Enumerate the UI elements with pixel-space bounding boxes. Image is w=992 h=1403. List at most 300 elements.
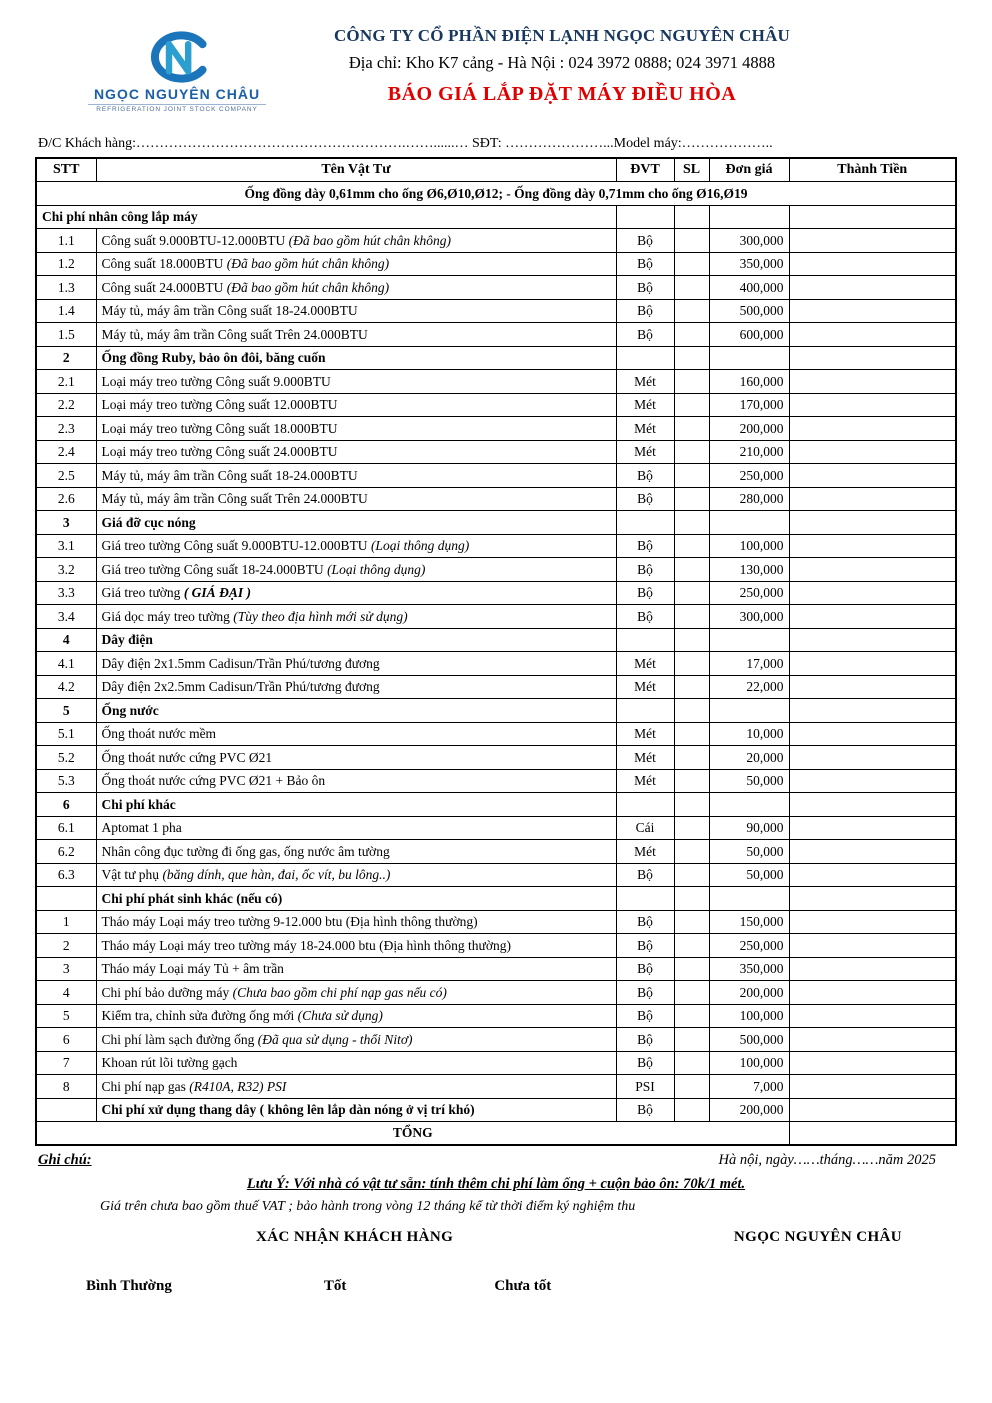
row-number: 1.1: [36, 229, 96, 253]
qty-cell: [674, 346, 709, 370]
row-number: 4.2: [36, 675, 96, 699]
line-total-cell: [789, 1098, 956, 1122]
line-total-cell: [789, 1004, 956, 1028]
unit-cell: Bộ: [616, 910, 674, 934]
unit-cell: [616, 511, 674, 535]
unit-price-cell: [709, 793, 789, 817]
row-number: 8: [36, 1075, 96, 1099]
qty-cell: [674, 417, 709, 441]
document-footer: [38, 1152, 954, 1295]
line-total-cell: [789, 534, 956, 558]
line-total-cell: [789, 699, 956, 723]
item-note: (băng dính, que hàn, đai, ốc vít, bu lông..): [162, 867, 391, 882]
qty-cell: [674, 910, 709, 934]
table-row: [36, 910, 956, 934]
logo-company-name: NGỌC NGUYÊN CHÂU: [93, 86, 261, 102]
qty-cell: [674, 1098, 709, 1122]
item-name: [96, 417, 616, 441]
qty-cell: [674, 605, 709, 629]
table-row: [36, 323, 956, 347]
item-name-text: Tháo máy Loại máy treo tường 9-12.000 btu (Địa hình thông thường): [101, 914, 478, 929]
item-name: [96, 534, 616, 558]
item-name: [96, 393, 616, 417]
unit-price-cell: 400,000: [709, 276, 789, 300]
line-total-cell: [789, 769, 956, 793]
item-note: (Đã bao gồm hút chân không): [226, 256, 390, 271]
copper-pipe-note: Ống đồng dày 0,61mm cho ống Ø6,Ø10,Ø12; - Ống đồng dày 0,71mm cho ống Ø16,Ø19: [36, 182, 956, 206]
row-number: 6.3: [36, 863, 96, 887]
item-name-text: Loại máy treo tường Công suất 12.000BTU: [101, 397, 338, 412]
item-name: [96, 252, 616, 276]
table-row: [36, 393, 956, 417]
unit-price-cell: 50,000: [709, 840, 789, 864]
row-number: 3: [36, 511, 96, 535]
item-note: (Đã bao gồm hút chân không): [288, 232, 451, 248]
unit-price-cell: 200,000: [709, 417, 789, 441]
line-total-cell: [789, 934, 956, 958]
unit-cell: [616, 346, 674, 370]
row-number: 2.1: [36, 370, 96, 394]
item-note: (Loại thông dụng): [370, 538, 470, 553]
table-row: [36, 464, 956, 488]
unit-price-cell: 350,000: [709, 957, 789, 981]
attention-line: Lưu Ý: Với nhà có vật tư sẵn: tính thêm chi phí làm ống + cuộn bảo ôn: 70k/1 mét.: [246, 1176, 746, 1192]
qty-cell: [674, 581, 709, 605]
qty-cell: [674, 511, 709, 535]
unit-price-cell: 280,000: [709, 487, 789, 511]
table-row: [36, 276, 956, 300]
row-number: 6.2: [36, 840, 96, 864]
line-total-cell: [789, 440, 956, 464]
unit-price-cell: 500,000: [709, 1028, 789, 1052]
line-total-cell: [789, 276, 956, 300]
section-title: Chi phí nhân công lắp máy: [36, 205, 616, 229]
line-total-cell: [789, 558, 956, 582]
line-total-cell: [789, 393, 956, 417]
item-name-text: Ống thoát nước mềm: [101, 726, 217, 741]
unit-cell: Cái: [616, 816, 674, 840]
qty-cell: [674, 887, 709, 911]
rating-option-normal: Bình Thường: [86, 1278, 172, 1294]
line-total-cell: [789, 1028, 956, 1052]
item-name-text: Vật tư phụ: [101, 867, 163, 882]
customer-info-line: [38, 136, 955, 152]
qty-cell: [674, 957, 709, 981]
line-total-cell: [789, 793, 956, 817]
unit-cell: Bộ: [616, 605, 674, 629]
qty-cell: [674, 252, 709, 276]
header-stt: STT: [36, 158, 96, 182]
table-row: [36, 722, 956, 746]
unit-cell: Bộ: [616, 863, 674, 887]
unit-cell: [616, 205, 674, 229]
item-name-text: Tháo máy Loại máy Tủ + âm trần: [101, 961, 284, 976]
line-total-cell: [789, 323, 956, 347]
line-total-cell: [789, 887, 956, 911]
quote-table: [35, 157, 957, 1146]
grand-total-value: [789, 1122, 956, 1146]
unit-cell: Bộ: [616, 276, 674, 300]
unit-price-cell: 90,000: [709, 816, 789, 840]
unit-cell: Bộ: [616, 487, 674, 511]
qty-cell: [674, 205, 709, 229]
section-row: [36, 793, 956, 817]
qty-cell: [674, 276, 709, 300]
unit-price-cell: 17,000: [709, 652, 789, 676]
phone-label: SĐT:: [468, 136, 506, 151]
row-number: 3.4: [36, 605, 96, 629]
qty-cell: [674, 934, 709, 958]
table-row: [36, 769, 956, 793]
company-signature-label: NGỌC NGUYÊN CHÂU: [733, 1229, 902, 1245]
model-label: Model máy:: [613, 136, 682, 151]
item-name-text: Giá treo tường Công suất 18-24.000BTU: [101, 561, 328, 577]
table-row: [36, 605, 956, 629]
unit-price-cell: 50,000: [709, 769, 789, 793]
item-name: [96, 1051, 616, 1075]
line-total-cell: [789, 299, 956, 323]
item-name-text: Dây điện 2x2.5mm Cadisun/Trần Phú/tương đương: [101, 679, 380, 694]
qty-cell: [674, 1028, 709, 1052]
line-total-cell: [789, 722, 956, 746]
company-name: CÔNG TY CỔ PHẦN ĐIỆN LẠNH NGỌC NGUYÊN CHÂU: [333, 26, 791, 45]
table-row: [36, 558, 956, 582]
unit-price-cell: 100,000: [709, 1051, 789, 1075]
line-total-cell: [789, 910, 956, 934]
unit-price-cell: 10,000: [709, 722, 789, 746]
item-name: [96, 769, 616, 793]
qty-cell: [674, 229, 709, 253]
qty-cell: [674, 1051, 709, 1075]
unit-cell: [616, 793, 674, 817]
unit-price-cell: 100,000: [709, 1004, 789, 1028]
qty-cell: [674, 981, 709, 1005]
table-row: [36, 417, 956, 441]
row-number: 1.2: [36, 252, 96, 276]
unit-cell: Bộ: [616, 1051, 674, 1075]
item-name: [96, 934, 616, 958]
qty-cell: [674, 675, 709, 699]
row-number: 5.2: [36, 746, 96, 770]
unit-price-cell: 20,000: [709, 746, 789, 770]
item-name-text: Công suất 9.000BTU-12.000BTU: [101, 232, 289, 248]
item-name: [96, 863, 616, 887]
unit-cell: [616, 628, 674, 652]
item-name-text: Chi phí bảo dưỡng máy: [101, 984, 233, 1000]
header-center-block: [252, 0, 872, 106]
item-name: [96, 370, 616, 394]
vat-warranty-line: Giá trên chưa bao gồm thuế VAT ; bảo hành trong vòng 12 tháng kể từ thời điểm ký nghiệm thu: [100, 1199, 636, 1214]
table-row: [36, 1004, 956, 1028]
table-row: [36, 957, 956, 981]
qty-cell: [674, 534, 709, 558]
unit-cell: Mét: [616, 652, 674, 676]
item-name-text: Loại máy treo tường Công suất 18.000BTU: [101, 420, 338, 436]
section-title: Giá đỡ cục nóng: [96, 511, 616, 535]
table-row: [36, 816, 956, 840]
note-row: [36, 182, 956, 206]
notes-label: Ghi chú:: [38, 1152, 92, 1168]
item-name-text: Chi phí làm sạch đường ống: [101, 1031, 258, 1047]
unit-price-cell: [709, 628, 789, 652]
unit-cell: Mét: [616, 675, 674, 699]
table-row: [36, 675, 956, 699]
item-name-text: Nhân công đục tường đi ống gas, ống nước âm tường: [101, 843, 390, 859]
item-name-text: Khoan rút lõi tường gạch: [101, 1055, 238, 1070]
unit-price-cell: [709, 699, 789, 723]
unit-cell: Mét: [616, 370, 674, 394]
row-number: 2: [36, 346, 96, 370]
qty-cell: [674, 558, 709, 582]
table-row: [36, 1098, 956, 1122]
unit-cell: Bộ: [616, 464, 674, 488]
item-note: (Chưa sử dụng): [297, 1008, 383, 1023]
qty-cell: [674, 370, 709, 394]
item-name: [96, 323, 616, 347]
qty-cell: [674, 440, 709, 464]
item-name: [96, 299, 616, 323]
item-name: [96, 440, 616, 464]
item-note: (R410A, R32) PSI: [189, 1078, 287, 1094]
section-title: Dây điện: [96, 628, 616, 652]
unit-price-cell: 350,000: [709, 252, 789, 276]
row-number: 5.1: [36, 722, 96, 746]
unit-cell: Bộ: [616, 581, 674, 605]
table-row: [36, 252, 956, 276]
unit-cell: Bộ: [616, 1028, 674, 1052]
row-number: 5.3: [36, 769, 96, 793]
line-total-cell: [789, 205, 956, 229]
row-number: [36, 1098, 96, 1122]
unit-price-cell: [709, 205, 789, 229]
header-unit-price: Đơn giá: [709, 158, 789, 182]
line-total-cell: [789, 511, 956, 535]
qty-cell: [674, 699, 709, 723]
table-row: [36, 581, 956, 605]
row-number: 3.2: [36, 558, 96, 582]
rating-option-good: Tốt: [323, 1278, 347, 1294]
item-name: [96, 464, 616, 488]
item-note: (Loại thông dụng): [327, 561, 426, 577]
unit-cell: [616, 887, 674, 911]
row-number: 2.4: [36, 440, 96, 464]
line-total-cell: [789, 957, 956, 981]
section-title: Ống nước: [96, 699, 616, 723]
line-total-cell: [789, 746, 956, 770]
section-row: [36, 511, 956, 535]
row-number: 5: [36, 699, 96, 723]
item-name: [96, 1098, 616, 1122]
section-row: [36, 699, 956, 723]
unit-price-cell: 50,000: [709, 863, 789, 887]
unit-cell: [616, 699, 674, 723]
unit-price-cell: [709, 887, 789, 911]
model-fill-dots: ………………..: [681, 136, 773, 151]
line-total-cell: [789, 370, 956, 394]
total-row: [36, 1122, 956, 1146]
unit-price-cell: 100,000: [709, 534, 789, 558]
item-name-text: Ống thoát nước cứng PVC Ø21 + Bảo ôn: [101, 773, 326, 788]
unit-price-cell: [709, 511, 789, 535]
row-number: 4: [36, 628, 96, 652]
qty-cell: [674, 793, 709, 817]
table-row: [36, 487, 956, 511]
item-name-text: Dây điện 2x1.5mm Cadisun/Trần Phú/tương đương: [101, 655, 380, 671]
row-number: 2: [36, 934, 96, 958]
unit-cell: Mét: [616, 440, 674, 464]
line-total-cell: [789, 229, 956, 253]
table-row: [36, 934, 956, 958]
customer-signature-label: XÁC NHẬN KHÁCH HÀNG: [256, 1229, 454, 1245]
item-name: [96, 581, 616, 605]
unit-cell: Bộ: [616, 934, 674, 958]
item-name-text: Aptomat 1 pha: [101, 820, 182, 835]
unit-price-cell: 22,000: [709, 675, 789, 699]
item-name: [96, 746, 616, 770]
qty-cell: [674, 393, 709, 417]
qty-cell: [674, 1075, 709, 1099]
item-name: [96, 276, 616, 300]
unit-price-cell: 250,000: [709, 464, 789, 488]
line-total-cell: [789, 346, 956, 370]
line-total-cell: [789, 464, 956, 488]
table-row: [36, 299, 956, 323]
row-number: 4.1: [36, 652, 96, 676]
phone-fill-dots: …………………...: [505, 136, 614, 151]
row-number: 6.1: [36, 816, 96, 840]
qty-cell: [674, 769, 709, 793]
line-total-cell: [789, 252, 956, 276]
customer-fill-dots: ………………………………………………….……......…: [135, 136, 469, 151]
unit-cell: Bộ: [616, 534, 674, 558]
item-name: [96, 722, 616, 746]
row-number: 1.4: [36, 299, 96, 323]
table-row: [36, 370, 956, 394]
row-number: 2.2: [36, 393, 96, 417]
header-qty: SL: [674, 158, 709, 182]
signature-row: [38, 1229, 954, 1246]
item-name-text: Công suất 24.000BTU: [101, 279, 227, 295]
item-name: [96, 1075, 616, 1099]
table-row: [36, 1051, 956, 1075]
qty-cell: [674, 323, 709, 347]
unit-price-cell: [709, 346, 789, 370]
item-name-text: Máy tủ, máy âm trần Công suất 18-24.000BTU: [101, 303, 358, 318]
item-name: [96, 910, 616, 934]
item-note: (Tùy theo địa hình mới sử dụng): [233, 608, 408, 624]
item-name-text: Tháo máy Loại máy treo tường máy 18-24.000 btu (Địa hình thông thường): [101, 937, 511, 953]
item-name-text: Giá treo tường: [101, 585, 184, 600]
unit-cell: Bộ: [616, 323, 674, 347]
quote-table-body: [36, 182, 956, 1146]
row-number: 3: [36, 957, 96, 981]
item-name-text: Công suất 18.000BTU: [101, 256, 227, 271]
unit-price-cell: 200,000: [709, 1098, 789, 1122]
item-name: [96, 957, 616, 981]
unit-cell: Bộ: [616, 1098, 674, 1122]
item-name-text: Chi phí nạp gas: [101, 1078, 190, 1094]
table-row: [36, 652, 956, 676]
table-row: [36, 229, 956, 253]
section-title: Chi phí phát sinh khác (nếu có): [96, 887, 616, 911]
footer-note-row: [38, 1152, 954, 1169]
unit-price-cell: 160,000: [709, 370, 789, 394]
item-name-text: Loại máy treo tường Công suất 9.000BTU: [101, 373, 331, 389]
item-name-text: Máy tủ, máy âm trần Công suất Trên 24.000BTU: [101, 326, 368, 342]
line-total-cell: [789, 628, 956, 652]
unit-price-cell: 200,000: [709, 981, 789, 1005]
table-row: [36, 534, 956, 558]
item-name-text: Giá treo tường Công suất 9.000BTU-12.000BTU: [101, 538, 371, 553]
qty-cell: [674, 299, 709, 323]
unit-price-cell: 300,000: [709, 229, 789, 253]
row-number: 2.6: [36, 487, 96, 511]
unit-cell: Bộ: [616, 252, 674, 276]
item-name: [96, 816, 616, 840]
row-number: [36, 887, 96, 911]
line-total-cell: [789, 863, 956, 887]
unit-cell: PSI: [616, 1075, 674, 1099]
unit-price-cell: 600,000: [709, 323, 789, 347]
line-total-cell: [789, 816, 956, 840]
unit-price-cell: 150,000: [709, 910, 789, 934]
unit-cell: Mét: [616, 840, 674, 864]
table-header-row: [36, 158, 956, 182]
document-title: BÁO GIÁ LẮP ĐẶT MÁY ĐIỀU HÒA: [387, 83, 737, 105]
row-number: 3.3: [36, 581, 96, 605]
item-name: [96, 1028, 616, 1052]
table-row: [36, 1028, 956, 1052]
qty-cell: [674, 464, 709, 488]
section-title: Chi phí khác: [96, 793, 616, 817]
unit-cell: Mét: [616, 769, 674, 793]
row-number: 1.3: [36, 276, 96, 300]
header-item-name: Tên Vật Tư: [96, 158, 616, 182]
qty-cell: [674, 863, 709, 887]
row-number: 2.5: [36, 464, 96, 488]
qty-cell: [674, 487, 709, 511]
qty-cell: [674, 722, 709, 746]
qty-cell: [674, 652, 709, 676]
line-total-cell: [789, 675, 956, 699]
table-row: [36, 746, 956, 770]
line-total-cell: [789, 1051, 956, 1075]
section-row: [36, 628, 956, 652]
company-address: Địa chỉ: Kho K7 cảng - Hà Nội : 024 3972 0888; 024 3971 4888: [348, 53, 776, 72]
qty-cell: [674, 816, 709, 840]
table-row: [36, 840, 956, 864]
item-name: [96, 1004, 616, 1028]
section-row: [36, 887, 956, 911]
item-name-text: Loại máy treo tường Công suất 24.000BTU: [101, 444, 338, 459]
qty-cell: [674, 746, 709, 770]
unit-cell: Bộ: [616, 981, 674, 1005]
line-total-cell: [789, 840, 956, 864]
unit-cell: Mét: [616, 393, 674, 417]
item-name: [96, 652, 616, 676]
rating-options-row: [38, 1278, 954, 1295]
table-row: [36, 440, 956, 464]
row-number: 6: [36, 1028, 96, 1052]
unit-price-cell: 250,000: [709, 934, 789, 958]
item-name: [96, 981, 616, 1005]
unit-cell: Mét: [616, 417, 674, 441]
unit-price-cell: 500,000: [709, 299, 789, 323]
row-number: 4: [36, 981, 96, 1005]
unit-cell: Bộ: [616, 299, 674, 323]
item-name: [96, 558, 616, 582]
item-name-text: Giá dọc máy treo tường: [101, 608, 234, 624]
